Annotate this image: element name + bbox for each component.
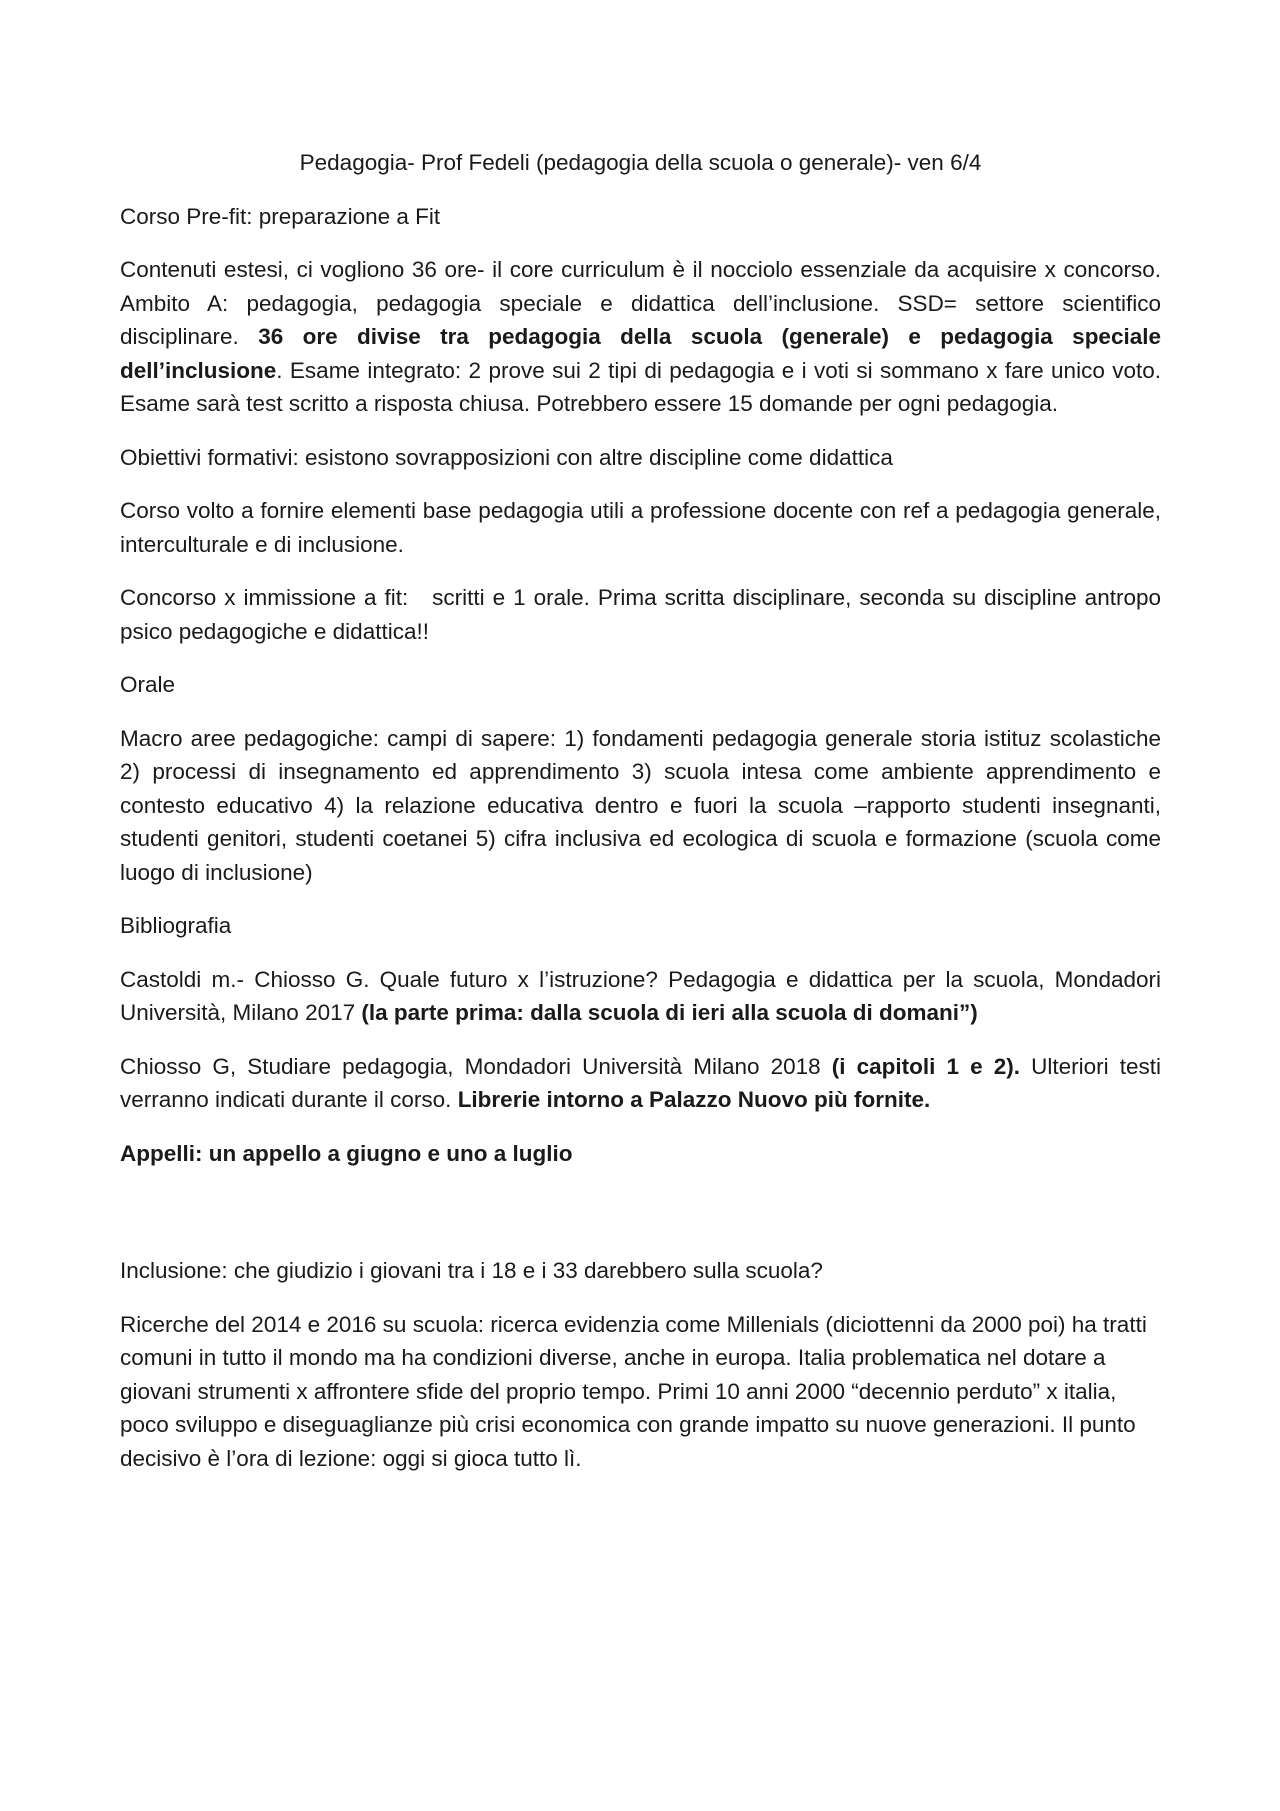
bold-text: Librerie intorno a Palazzo Nuovo più fornite.	[457, 1087, 931, 1112]
paragraph-corso-volto	[120, 494, 1161, 561]
bold-text: 36 ore divise tra pedagogia della scuola (generale) e pedagogia speciale dell’inclusione	[120, 324, 1161, 383]
paragraph-chiosso	[120, 1050, 1161, 1117]
paragraph-orale	[120, 668, 1161, 702]
document-page	[120, 146, 1168, 1495]
paragraph-ricerche	[120, 1308, 1161, 1476]
paragraph-text: Chiosso G, Studiare pedagogia, Mondadori Università Milano 2018	[120, 1053, 832, 1079]
paragraph-text: Macro aree pedagogiche: campi di sapere: 1) fondamenti pedagogia generale storia istituz scolastiche 2) processi di insegnamento ed apprendimento 3) scuola intesa come ambiente apprendimento e contesto educativo 4) la relazione educativa dentro e fuori la scuola –rapporto studenti insegnanti, studenti genitori, studenti coetanei 5) cifra inclusiva ed ecologica di scuola e formazione (scuola come luogo di inclusione)	[120, 725, 1161, 885]
bold-text: Appelli: un appello a giugno e uno a luglio	[120, 1140, 573, 1166]
paragraph-text: Obiettivi formativi: esistono sovrapposizioni con altre discipline come didattica	[120, 444, 893, 470]
paragraph-obiettivi	[120, 441, 1161, 475]
paragraph-text: Corso volto a fornire elementi base pedagogia utili a professione docente con ref a pedagogia generale, interculturale e di inclusione.	[120, 498, 1161, 557]
paragraph-text: . Esame integrato: 2 prove sui 2 tipi di pedagogia e i voti si sommano x fare unico voto. Esame sarà test scritto a risposta chiusa. Potrebbero essere 15 domande per ogni pedagogia.	[120, 357, 1161, 416]
paragraph-text: Concorso x immissione a fit: scritti e 1 orale. Prima scritta disciplinare, seconda su discipline antropo psico pedagogiche e didattica!!	[120, 585, 1168, 644]
blank-space	[120, 1190, 1161, 1254]
paragraph-text: Ulteriori testi verranno indicati durante il corso.	[120, 1053, 1161, 1112]
paragraph-macro-aree	[120, 722, 1161, 890]
paragraph-text: Contenuti estesi, ci vogliono 36 ore- il core curriculum è il nocciolo essenziale da acquisire x concorso. Ambito A: pedagogia, pedagogia speciale e didattica dell’inclusione. SSD= settore scientifico disciplinare.	[120, 257, 1161, 349]
document-title: Pedagogia- Prof Fedeli (pedagogia della scuola o generale)- ven 6/4	[299, 150, 982, 175]
paragraph-text: Inclusione: che giudizio i giovani tra i 18 e i 33 darebbero sulla scuola?	[120, 1258, 823, 1283]
paragraph-text: Corso Pre-fit: preparazione a Fit	[120, 203, 441, 229]
paragraph-corso-prefit	[120, 200, 1161, 234]
paragraph-concorso	[120, 581, 1168, 648]
paragraph-castoldi	[120, 963, 1161, 1030]
bold-text: (la parte prima: dalla scuola di ieri alla scuola di domani”)	[361, 1000, 978, 1025]
paragraph-contenuti	[120, 253, 1161, 421]
paragraph-appelli	[120, 1137, 1161, 1171]
bold-text: (i capitoli 1 e 2).	[831, 1053, 1020, 1079]
section-heading: Bibliografia	[120, 913, 232, 938]
paragraph-text: Castoldi m.- Chiosso G. Quale futuro x l’istruzione? Pedagogia e didattica per la scuola, Mondadori Università, Milano 2017	[120, 966, 1161, 1025]
paragraph-text: Ricerche del 2014 e 2016 su scuola: ricerca evidenzia come Millenials (diciottenni da 2000 poi) ha tratti comuni in tutto il mondo ma ha condizioni diverse, anche in europa. Italia problematica nel dotare a giovani strumenti x affrontere sfide del proprio tempo. Primi 10 anni 2000 “decennio perduto” x italia, poco sviluppo e diseguaglianze più crisi economica con grande impatto su nuove generazioni. Il punto decisivo è l’ora di lezione: oggi si gioca tutto lì.	[120, 1311, 1147, 1471]
section-heading: Orale	[120, 672, 176, 697]
paragraph-inclusione	[120, 1254, 1161, 1288]
paragraph-bibliografia	[120, 909, 1161, 943]
